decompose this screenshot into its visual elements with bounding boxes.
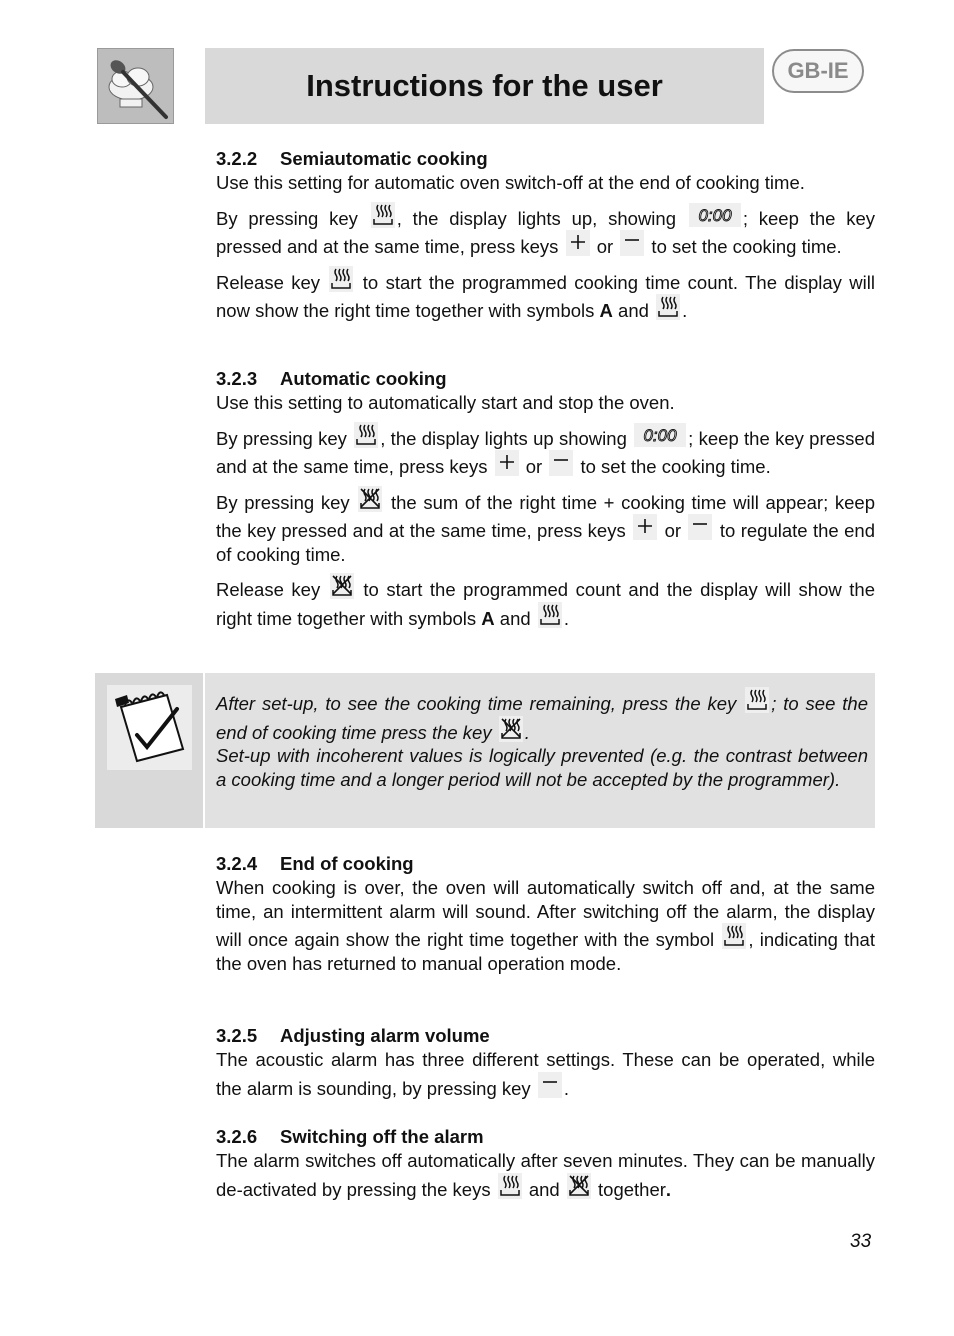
paragraph: By pressing key the sum of the right time + cooking time will appear; keep the key pressed and at the same time, press keys or to regulate the end of cooking time. [216, 486, 875, 567]
pot-with-steam-icon [722, 923, 746, 949]
section-heading [216, 852, 875, 876]
section-number: 3.2.2 [216, 148, 258, 169]
plus-key-icon [495, 450, 519, 476]
chef-hat-spoon-icon [98, 49, 173, 123]
section-switching-off-alarm [216, 1125, 875, 1208]
section-heading [216, 367, 875, 391]
note-text [216, 687, 868, 791]
crossed-pot-icon [330, 573, 354, 599]
pot-with-steam-icon [498, 1173, 522, 1199]
display-zero-icon [634, 423, 686, 447]
country-badge: GB-IE [772, 49, 864, 93]
paragraph: Use this setting for automatic oven switch-off at the end of cooking time. [216, 172, 805, 193]
section-heading [216, 1125, 875, 1149]
notepad-check-icon [107, 685, 192, 770]
plus-key-icon [566, 230, 590, 256]
pot-with-steam-icon [371, 202, 395, 228]
section-end-of-cooking [216, 852, 875, 982]
pot-with-steam-icon [745, 687, 769, 713]
logo [97, 48, 174, 124]
svg-text:0:00: 0:00 [643, 425, 677, 445]
paragraph: When cooking is over, the oven will automatically switch off and, at the same time, an intermittent alarm will sound. After switching off the alarm, the display will once again show the right time together with the symbol , indicating that the oven has returned to manual operation mode. [216, 877, 875, 974]
page-title: Instructions for the user [205, 48, 764, 124]
paragraph: By pressing key , the display lights up showing 0:00 ; keep the key pressed and at the same time, press keys or to set the cooking time. [216, 422, 875, 479]
paragraph: Use this setting to automatically start and stop the oven. [216, 392, 675, 413]
section-semiautomatic-cooking [216, 147, 875, 330]
section-heading [216, 1024, 875, 1048]
pot-with-steam-icon [354, 422, 378, 448]
minus-key-icon [549, 450, 573, 476]
pot-with-steam-icon [538, 602, 562, 628]
section-title: Switching off the alarm [280, 1126, 484, 1147]
section-adjusting-alarm-volume [216, 1024, 875, 1107]
pot-with-steam-icon [329, 266, 353, 292]
svg-text:0:00: 0:00 [698, 205, 732, 225]
paragraph: The acoustic alarm has three different settings. These can be operated, while the alarm is sounding, by pressing key . [216, 1049, 875, 1099]
crossed-pot-icon [567, 1173, 591, 1199]
paragraph: The alarm switches off automatically after seven minutes. They can be manually de-activated by pressing the keys and together. [216, 1150, 875, 1200]
pot-with-steam-icon [656, 294, 680, 320]
crossed-pot-icon [499, 716, 523, 742]
section-title: Semiautomatic cooking [280, 148, 488, 169]
section-heading [216, 147, 875, 171]
minus-key-icon [620, 230, 644, 256]
section-title: Adjusting alarm volume [280, 1025, 490, 1046]
display-zero-icon [689, 203, 741, 227]
section-title: Automatic cooking [280, 368, 447, 389]
minus-key-icon [688, 514, 712, 540]
paragraph: By pressing key , the display lights up, showing 0:00 ; keep the key pressed and at the same time, press keys or to set the cooking time. [216, 202, 875, 259]
section-automatic-cooking [216, 367, 875, 637]
section-number: 3.2.4 [216, 853, 258, 874]
minus-key-icon [538, 1072, 562, 1098]
page-number: 33 [850, 1231, 872, 1252]
note-box [95, 673, 875, 828]
crossed-pot-icon [358, 486, 382, 512]
paragraph: Set-up with incoherent values is logically prevented (e.g. the contrast between a cooking time and a longer period will not be accepted by the programmer). [216, 745, 868, 790]
paragraph: Release key to start the programmed cooking time count. The display will now show the right time together with symbols A and . [216, 266, 875, 323]
section-number: 3.2.6 [216, 1126, 258, 1147]
paragraph: Release key to start the programmed count and the display will show the right time together with symbols A and . [216, 573, 875, 630]
paragraph: After set-up, to see the cooking time remaining, press the key ; to see the end of cooking time press the key . [216, 687, 868, 744]
section-title: End of cooking [280, 853, 414, 874]
section-number: 3.2.5 [216, 1025, 258, 1046]
plus-key-icon [633, 514, 657, 540]
section-number: 3.2.3 [216, 368, 258, 389]
